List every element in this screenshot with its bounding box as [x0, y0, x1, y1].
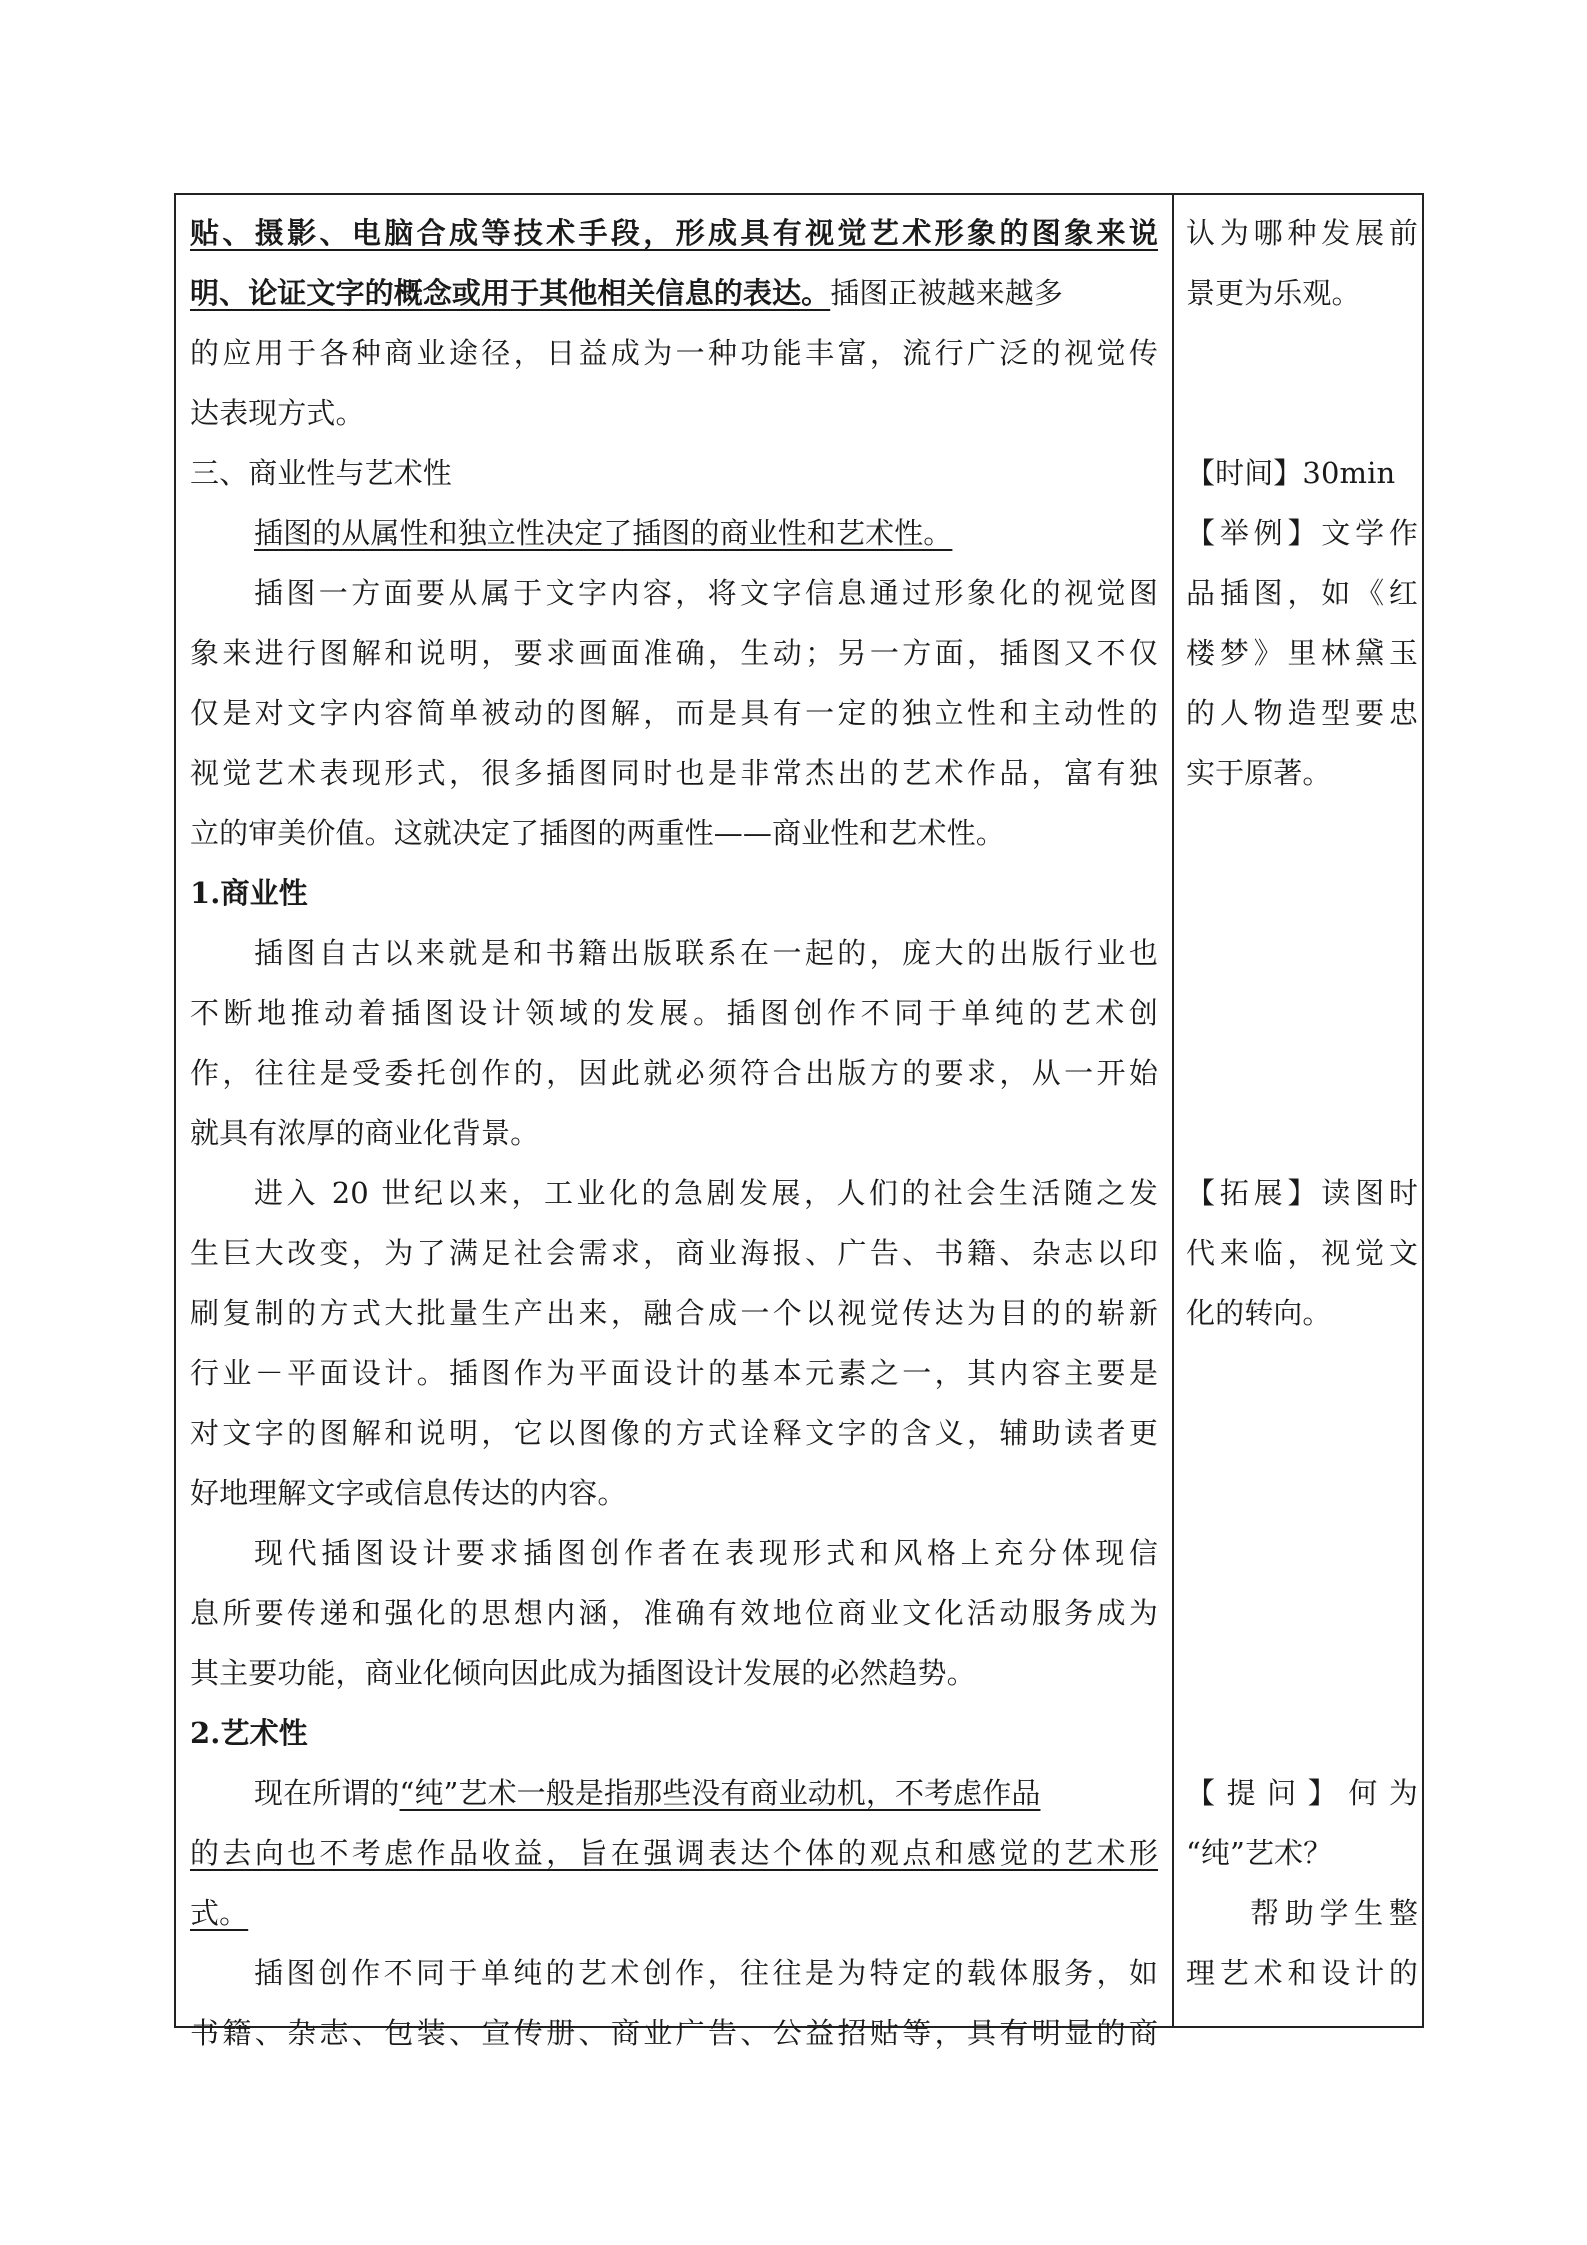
text-span: 插图正被越来越多: [830, 276, 1064, 310]
note-line: 楼梦》里林黛玉: [1186, 636, 1418, 670]
text-span: 现在所谓的: [254, 1776, 400, 1810]
note-time: 【时间】30min: [1186, 456, 1396, 490]
text-line: [254, 1773, 1158, 1813]
notes-column: [1186, 195, 1418, 2026]
note-line: 实于原著。: [1186, 756, 1332, 790]
underlined-text: 明、论证文字的概念或用于其他相关信息的表达。: [190, 276, 831, 310]
note-line: 景更为乐观。: [1186, 276, 1361, 310]
text-line: [190, 273, 1158, 313]
underlined-text: 贴、摄影、电脑合成等技术手段，形成具有视觉艺术形象的图象来说: [190, 216, 1158, 250]
text-line: 的应用于各种商业途径，日益成为一种功能丰富，流行广泛的视觉传: [190, 336, 1158, 370]
text-line: 插图创作不同于单纯的艺术创作，往往是为特定的载体服务，如: [254, 1956, 1158, 1990]
text-line: [190, 1833, 1158, 1873]
text-line: 视觉艺术表现形式，很多插图同时也是非常杰出的艺术作品，富有独: [190, 756, 1158, 790]
note-line: 帮助学生整: [1250, 1896, 1418, 1930]
note-question-label: 【提问】何为: [1186, 1776, 1418, 1810]
text-line: 好地理解文字或信息传达的内容。: [190, 1476, 627, 1510]
text-line: 达表现方式。: [190, 396, 365, 430]
note-line: “纯”艺术？: [1186, 1836, 1333, 1870]
text-line: [190, 1893, 1158, 1933]
subsection-heading: 2.艺术性: [190, 1716, 308, 1750]
section-heading: 三、商业性与艺术性: [190, 456, 452, 490]
text-line: 其主要功能，商业化倾向因此成为插图设计发展的必然趋势。: [190, 1656, 976, 1690]
text-line: 插图自古以来就是和书籍出版联系在一起的，庞大的出版行业也: [254, 936, 1158, 970]
text-line: 进入 20 世纪以来，工业化的急剧发展，人们的社会生活随之发: [254, 1176, 1158, 1210]
text-line: 行业－平面设计。插图作为平面设计的基本元素之一，其内容主要是: [190, 1356, 1158, 1390]
text-line: [190, 213, 1158, 253]
text-line: 不断地推动着插图设计领域的发展。插图创作不同于单纯的艺术创: [190, 996, 1158, 1030]
text-line: [254, 513, 1158, 553]
note-example-label: 【举例】文学作: [1186, 516, 1418, 550]
text-line: 立的审美价值。这就决定了插图的两重性——商业性和艺术性。: [190, 816, 1005, 850]
note-line: 认为哪种发展前: [1186, 216, 1418, 250]
note-line: 化的转向。: [1186, 1296, 1332, 1330]
text-line: 作，往往是受委托创作的，因此就必须符合出版方的要求，从一开始: [190, 1056, 1158, 1090]
note-line: 代来临，视觉文: [1186, 1236, 1418, 1270]
column-divider: [1172, 195, 1174, 2026]
text-line: 书籍、杂志、包装、宣传册、商业广告、公益招贴等，具有明显的商: [190, 2016, 1158, 2050]
underlined-text: 插图的从属性和独立性决定了插图的商业性和艺术性。: [254, 516, 953, 550]
text-line: 对文字的图解和说明，它以图像的方式诠释文字的含义，辅助读者更: [190, 1416, 1158, 1450]
content-column: [190, 195, 1158, 2050]
note-line: 的人物造型要忠: [1186, 696, 1418, 730]
lesson-plan-table: [174, 193, 1424, 2050]
underlined-text: 式。: [190, 1896, 249, 1930]
underlined-text: 的去向也不考虑作品收益，旨在强调表达个体的观点和感觉的艺术形: [190, 1836, 1158, 1870]
subsection-heading: 1.商业性: [190, 876, 308, 910]
underlined-text: “纯”艺术一般是指那些没有商业动机，不考虑作品: [399, 1776, 1041, 1810]
note-line: 品插图，如《红: [1186, 576, 1418, 610]
text-line: 仅是对文字内容简单被动的图解，而是具有一定的独立性和主动性的: [190, 696, 1158, 730]
text-line: 生巨大改变，为了满足社会需求，商业海报、广告、书籍、杂志以印: [190, 1236, 1158, 1270]
text-line: 现代插图设计要求插图创作者在表现形式和风格上充分体现信: [254, 1536, 1158, 1570]
text-line: 刷复制的方式大批量生产出来，融合成一个以视觉传达为目的的崭新: [190, 1296, 1158, 1330]
text-line: 就具有浓厚的商业化背景。: [190, 1116, 540, 1150]
text-line: 插图一方面要从属于文字内容，将文字信息通过形象化的视觉图: [254, 576, 1158, 610]
note-line: 理艺术和设计的: [1186, 1956, 1418, 1990]
text-line: 息所要传递和强化的思想内涵，准确有效地位商业文化活动服务成为: [190, 1596, 1158, 1630]
text-line: 象来进行图解和说明，要求画面准确，生动；另一方面，插图又不仅: [190, 636, 1158, 670]
note-extension-label: 【拓展】读图时: [1186, 1176, 1418, 1210]
